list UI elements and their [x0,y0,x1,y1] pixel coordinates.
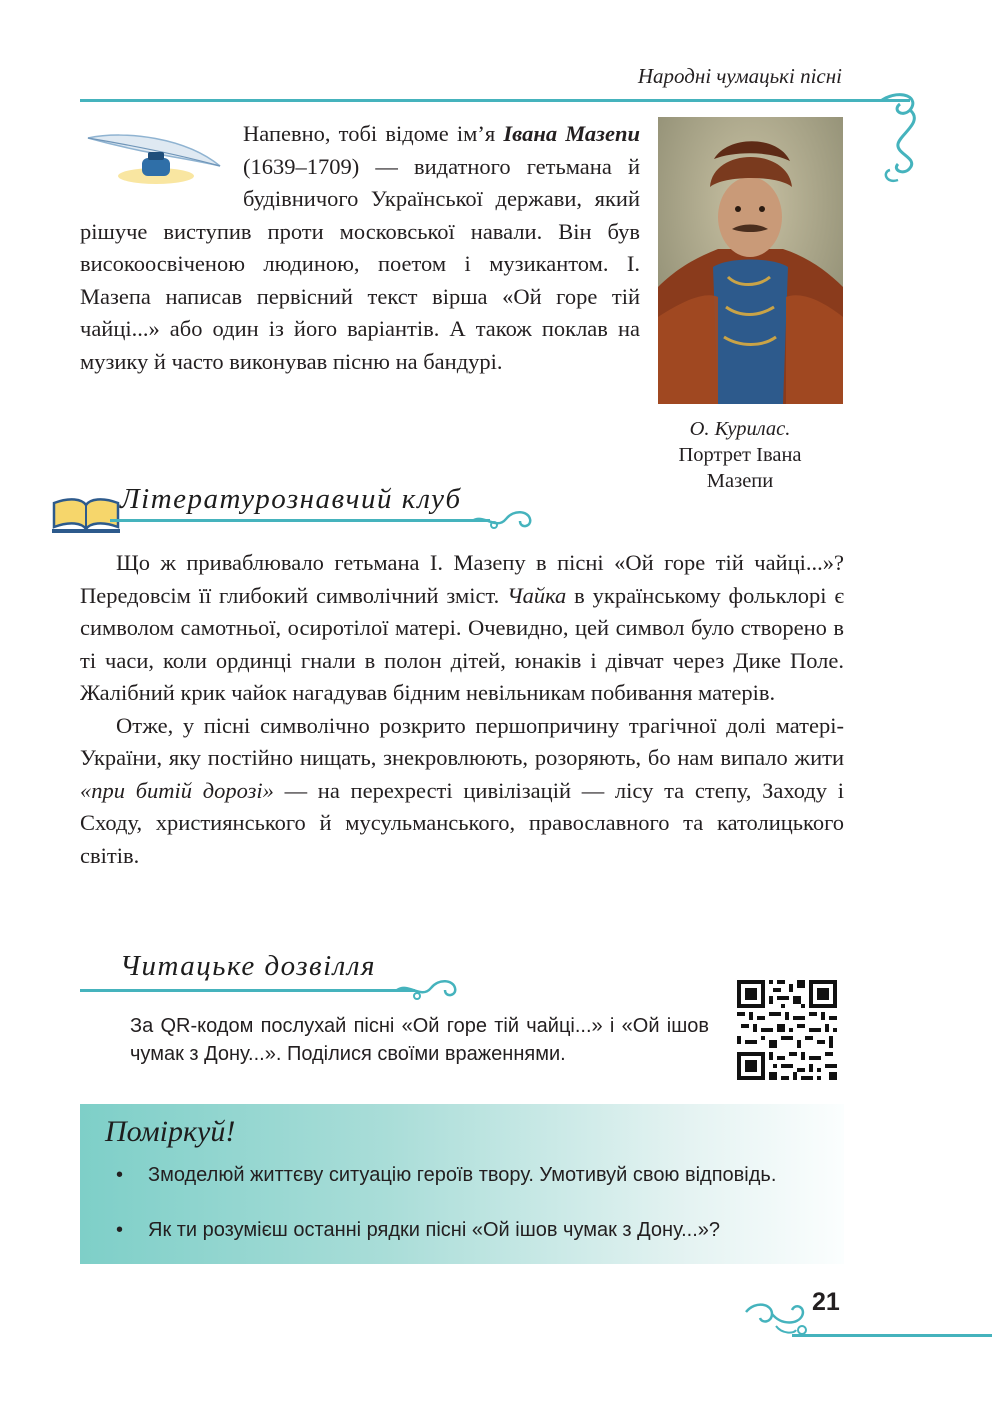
mazepa-portrait-image [658,117,843,404]
portrait-caption [650,416,830,494]
open-book-icon [50,493,122,535]
reading-leisure-text: За QR-кодом послухай пісні «Ой горе тій чайці...» і «Ой ішов чумак з Дону...». Поділися своїми враженнями. [130,1015,709,1065]
running-title: Народні чумацькі пісні [637,64,842,88]
intro-text-end: (1639–1709) — видатного гетьмана й будівничого Української держави, який рішуче виступив проти московської навали. Він був високоосвіченою людиною, поетом і музикантом. І. Мазепа написав первісний текст вірша «Ой горе тій чайці...» або один із його варіантів. А також поклав на музику й часто виконував пісню на бандурі. [80,153,640,374]
club-p2-end: — на перехресті цивілізацій — лісу та степу, Заходу і Сходу, християнського й мусульманського, православного та католицького світів. [80,777,844,868]
swirl-ornament-icon [742,1290,817,1338]
club-paragraph-1 [80,547,844,710]
literary-club-title: Літературознавчий клуб [120,483,462,515]
literary-club-text [80,547,844,872]
bullet-icon: • [116,1219,124,1241]
intro-paragraph-block [80,118,640,378]
think-bullet-text: Змоделюй життєву ситуацію героїв твору. Умотивуй свою відповідь. [148,1164,777,1186]
footer-rule [792,1334,992,1337]
bullet-icon: • [116,1164,124,1186]
club-paragraph-2 [80,710,844,873]
club-p1-italic: Чайка [507,582,567,608]
header-rule [80,99,910,102]
page-number: 21 [812,1288,840,1316]
club-p2-start: Отже, у пісні символічно розкрито першопричину трагічної долі матері-України, яку постійно нищать, знекровлюють, розоряють, бо нам випало жити [80,712,844,770]
reading-leisure-title: Читацьке дозвілля [120,950,376,982]
think-bullet-text: Як ти розумієш останні рядки пісні «Ой ішов чумак з Дону...»? [148,1219,721,1241]
intro-name: Івана Мазепи [503,121,640,146]
club-p1-end: в українському фольклорі є символом самотньої, осиротілої матері. Очевидно, цей символ було створено в ті часи, коли ординці гнали в полон дітей, юнаків і дівчат через Дике Поле. Жалібний крик чайок нагадував бідним невільникам побивання матерів. [80,582,844,705]
caption-title-line1: Портрет Івана [678,444,802,466]
think-title: Поміркуй! [105,1115,236,1148]
swirl-ornament-icon [395,972,467,1004]
reading-leisure-rule [80,989,415,992]
caption-author: О. Курилас. [689,418,791,440]
club-p2-italic: «при битій дорозі» [80,777,274,803]
intro-text-start: Напевно, тобі відоме ім’я [243,121,504,146]
swirl-ornament-icon [872,88,942,198]
club-p1-start: Що ж приваблювало гетьмана І. Мазепу в пісні «Ой горе тій чайці...»? Передовсім її глибокий символічний зміст. [80,550,844,608]
think-bullet-item [116,1217,844,1244]
think-bullet-item [116,1162,844,1189]
qr-code-icon[interactable] [737,980,837,1080]
caption-title-line2: Мазепи [706,470,774,492]
literary-club-rule [110,519,490,522]
swirl-ornament-icon [470,503,542,533]
